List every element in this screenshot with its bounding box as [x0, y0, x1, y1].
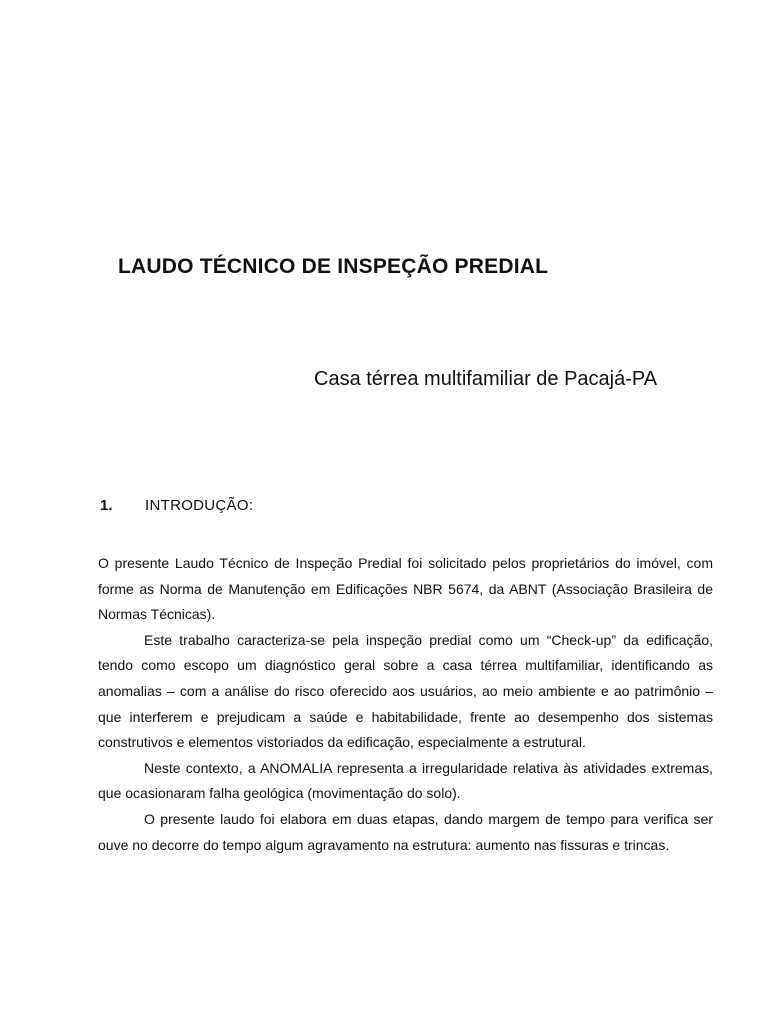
section-heading — [100, 497, 253, 514]
paragraph-1: O presente Laudo Técnico de Inspeção Predial foi solicitado pelos proprietários do imóvel, com forme as Norma de Manutenção em Edificações NBR 5674, da ABNT (Associação Brasileira de Normas Técnicas). — [98, 555, 713, 623]
body-text — [98, 551, 713, 858]
section-title: INTRODUÇÃO: — [145, 497, 254, 514]
section-number: 1. — [100, 497, 113, 514]
paragraph-3: Neste contexto, a ANOMALIA representa a irregularidade relativa às atividades extremas, que ocasionaram falha geológica (movimentação do solo). — [98, 759, 713, 802]
document-title: LAUDO TÉCNICO DE INSPEÇÃO PREDIAL — [118, 255, 549, 278]
paragraph-4: O presente laudo foi elabora em duas etapas, dando margem de tempo para verifica ser ouve no decorre do tempo algum agravamento na estrutura: aumento nas fissuras e trincas. — [98, 810, 713, 853]
paragraph-2: Este trabalho caracteriza-se pela inspeção predial como um “Check-up” da edificação, tendo como escopo um diagnóstico geral sobre a casa térrea multifamiliar, identificando as anomalias – com a análise do risco oferecido aos usuários, ao meio ambiente e ao patrimônio – que interferem e prejudicam a saúde e habitabilidade, frente ao desempenho dos sistemas construtivos e elementos vistoriados da edificação, especialmente a estrutural. — [98, 631, 713, 751]
document-subtitle: Casa térrea multifamiliar de Pacajá-PA — [314, 368, 658, 390]
